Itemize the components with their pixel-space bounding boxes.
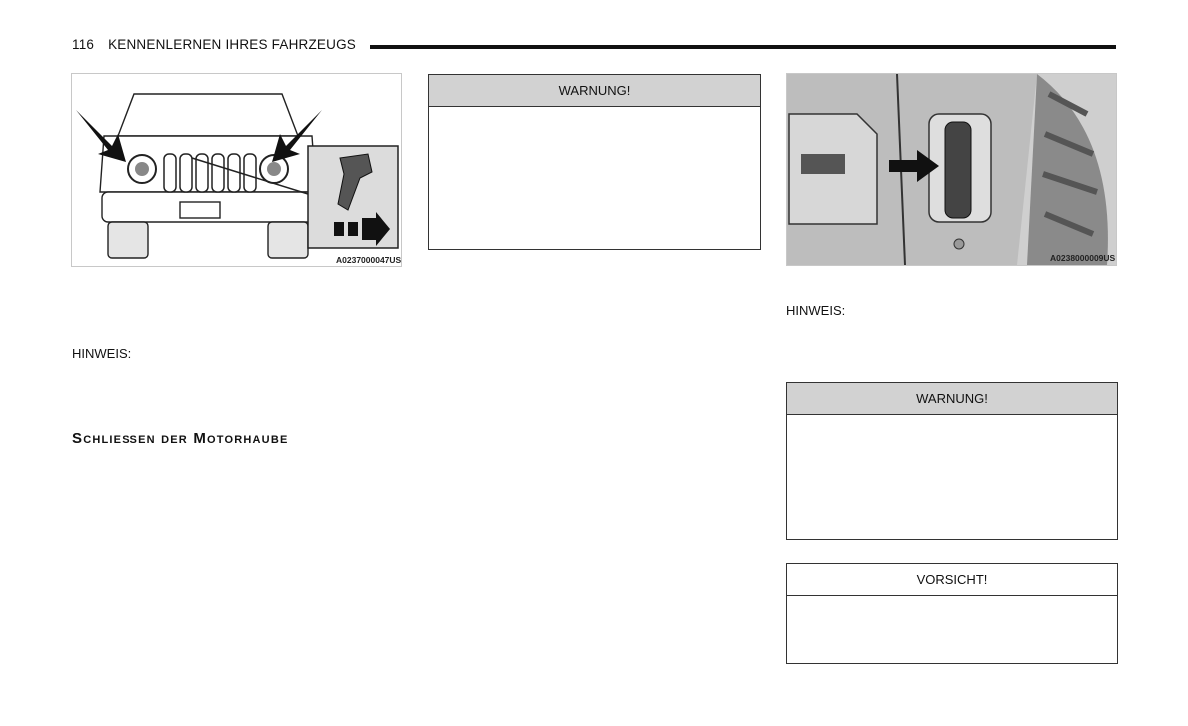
note-label-left: HINWEIS: xyxy=(72,346,132,361)
page-number: 116 xyxy=(72,37,95,52)
warning-header-right: WARNUNG! xyxy=(787,383,1117,415)
caution-header: VORSICHT! xyxy=(787,564,1117,596)
jeep-front-illustration xyxy=(72,74,401,266)
header-rule xyxy=(370,45,1116,49)
door-handle-figure xyxy=(786,73,1117,266)
note-label-right: HINWEIS: xyxy=(786,303,846,318)
warning-header: WARNUNG! xyxy=(429,75,760,107)
chapter-title: KENNENLERNEN IHRES FAHRZEUGS xyxy=(108,37,356,52)
figure-code-right: A0238000009US xyxy=(1050,253,1116,263)
door-handle-illustration xyxy=(787,74,1116,265)
warning-box-right xyxy=(786,382,1118,540)
figure-code-left: A0237000047US xyxy=(336,255,402,265)
warning-box-middle xyxy=(428,74,761,250)
page-header xyxy=(72,37,356,52)
caution-box xyxy=(786,563,1118,664)
hood-latch-figure xyxy=(71,73,402,267)
section-title: Schließen der Motorhaube xyxy=(72,430,289,447)
